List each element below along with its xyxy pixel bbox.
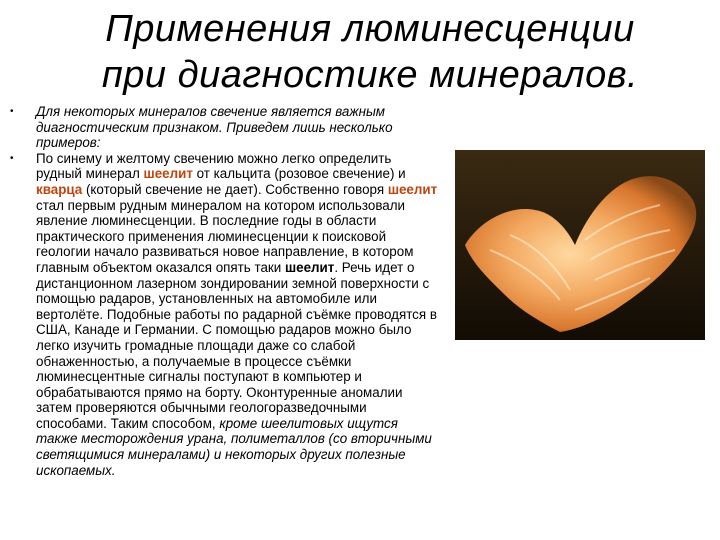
bullet-item-2 <box>8 151 440 478</box>
mineral-image <box>455 150 705 340</box>
mineral-photo <box>455 150 705 340</box>
bullet-marker: • <box>10 106 14 117</box>
bold-scheelite: шеелит <box>285 259 335 275</box>
italic-segment: кроме шеелитовых ищутся также месторождения урана, полиметаллов (со вторичными светящимися минералами) и некоторых других полезные ископаемых. <box>36 415 432 478</box>
highlight-scheelite: шеелит <box>387 181 438 197</box>
text-segment: По синему и желтому свечению можно легко определить рудный минерал <box>36 150 392 182</box>
bullet-marker: • <box>10 152 14 164</box>
slide-title <box>40 6 700 98</box>
text-segment: от кальцита (розовое свечение) и <box>192 166 406 182</box>
title-line-2: при диагностике минералов. <box>101 54 639 96</box>
text-segment: (который свечение не дает). Собственно говоря <box>82 181 388 197</box>
highlight-scheelite: шеелит <box>143 166 193 182</box>
bullet-text-1: Для некоторых минералов свечение является важным диагностическим признаком. Приведем лишь несколько примеров: <box>36 104 393 151</box>
bullet-item-1 <box>8 104 440 151</box>
slide-body <box>8 104 440 478</box>
bullet-text-2 <box>36 151 440 478</box>
highlight-quartz: кварца <box>36 181 83 197</box>
text-segment: стал первым рудным минералом на котором использовали явление люминесценции. В последние годы в области практического применения люминесценции к поисковой геологии начало развиваться новое направление, в котором главным объектом оказался опять таки <box>36 197 414 275</box>
text-segment: . Речь идет о дистанционном лазерном зондировании земной поверхности с помощью радаров, установленных на автомобиле или вертолёте. Подобные работы по радарной съёмке проводятся в США, Канаде и Германии. С помощью радаров можно было легко изучить громадные площади даже со слабой обнаженностью, а получаемые в процессе съёмки люминесцентные сигналы поступают в компьютер и обрабатываются прямо на борту. Оконтуренные аномалии затем проверяются обычными геологоразведочными способами. Таким способом, <box>36 259 437 431</box>
title-line-1: Применения люминесценции <box>105 8 635 50</box>
